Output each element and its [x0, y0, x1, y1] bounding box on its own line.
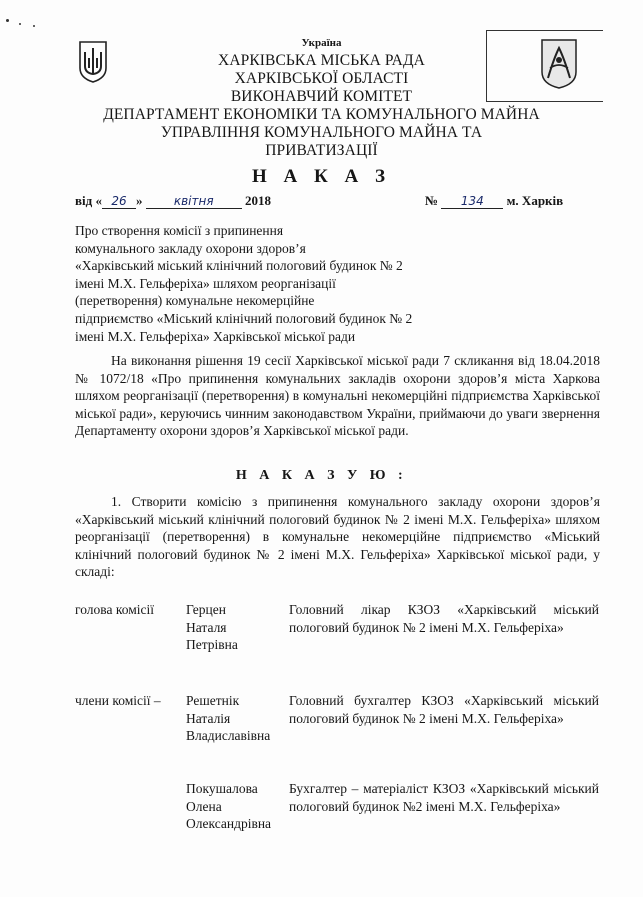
- subject-line: «Харківський міський клінічний пологовий будинок № 2: [75, 258, 403, 274]
- member-name: [186, 601, 238, 654]
- member-role: голова комісії: [75, 602, 154, 617]
- item-1-text: 1. Створити комісію з припинення комунального закладу охорони здоров’я «Харківський міський клінічний пологовий будинок № 2 імені М.Х. Гельферіха» шляхом реорганізації (перетворення) в комунальне некомерційне підприємство «Міський клінічний пологовий будинок № 2 імені М.Х. Гельферіха» Харківської міської ради, у складі:: [75, 494, 600, 580]
- member-patronymic: Владиславівна: [186, 728, 271, 743]
- member-first-name: Наталя: [186, 619, 227, 635]
- member-role: члени комісії –: [75, 693, 161, 708]
- member-position: Бухгалтер – матеріаліст КЗОЗ «Харківський міський пологовий будинок №2 імені М.Х. Гельферіха»: [289, 781, 599, 814]
- order-number: [425, 193, 563, 209]
- member-patronymic: Олександрівна: [186, 816, 272, 831]
- date-day: 26: [102, 194, 136, 209]
- member-patronymic: Петрівна: [186, 637, 238, 652]
- member-name: [186, 780, 271, 833]
- header-line-2: ХАРКІВСЬКОЇ ОБЛАСТІ: [234, 70, 409, 87]
- document-title: Н А К А З: [251, 166, 392, 187]
- member-surname: Решетнік: [186, 693, 240, 708]
- subject-line: Про створення комісії з припинення: [75, 223, 284, 238]
- subject-line: (перетворення) комунальне некомерційне: [75, 293, 315, 309]
- number-value: 134: [441, 194, 503, 209]
- preamble-paragraph: [75, 352, 600, 440]
- header-line-1: ХАРКІВСЬКА МІСЬКА РАДА: [218, 52, 425, 69]
- header-line-4: ДЕПАРТАМЕНТ ЕКОНОМІКИ ТА КОМУНАЛЬНОГО МАЙНА: [103, 106, 540, 123]
- subject-line: підприємство «Міський клінічний пологовий будинок № 2: [75, 310, 413, 326]
- header-line-5: УПРАВЛІННЯ КОМУНАЛЬНОГО МАЙНА ТА: [160, 124, 483, 141]
- date-month: квітня: [146, 194, 242, 209]
- member-first-name: Наталія: [186, 710, 231, 726]
- member-name: [186, 692, 270, 745]
- subject-line: комунального закладу охорони здоров’я: [75, 240, 306, 256]
- order-subject: [75, 222, 475, 345]
- scan-speck: [19, 23, 21, 25]
- date-year: 2018: [244, 193, 271, 208]
- date-from-label: від: [75, 193, 93, 208]
- number-label: №: [425, 193, 439, 208]
- city-label: м. Харків: [506, 193, 564, 208]
- scan-speck: [6, 19, 9, 22]
- member-first-name: Олена: [186, 798, 222, 814]
- header-line-6: ПРИВАТИЗАЦІЇ: [265, 142, 378, 159]
- header-line-3: ВИКОНАВЧИЙ КОМІТЕТ: [230, 88, 413, 105]
- subject-line: імені М.Х. Гельферіха» Харківської міської ради: [75, 328, 356, 344]
- preamble-text: На виконання рішення 19 сесії Харківської міської ради 7 скликання від 18.04.2018 № 1072/18 «Про припинення комунальних закладів охорони здоров’я міста Харкова шляхом реорганізації (перетворення) в комунальні некомерційні підприємства Харківської міської ради», керуючись чинним законодавством України, приймаючи до уваги звернення Департаменту охорони здоров’я Харківської міської ради.: [75, 353, 600, 439]
- order-date: від « 26 » квітня 2018: [75, 193, 271, 208]
- member-position: Головний бухгалтер КЗОЗ «Харківський міський пологовий будинок № 2 імені М.Х. Гельферіха»: [289, 693, 599, 726]
- member-surname: Герцен: [186, 602, 226, 617]
- member-position: Головний лікар КЗОЗ «Харківський міський пологовий будинок № 2 імені М.Х. Гельферіха»: [289, 602, 599, 635]
- subject-line: імені М.Х. Гельферіха» шляхом реорганізації: [75, 275, 336, 291]
- order-item-1: [75, 493, 600, 581]
- order-heading: Н А К А З У Ю :: [235, 468, 408, 483]
- member-surname: Покушалова: [186, 781, 258, 796]
- scan-speck: [33, 25, 35, 27]
- country-label: Україна: [301, 37, 342, 49]
